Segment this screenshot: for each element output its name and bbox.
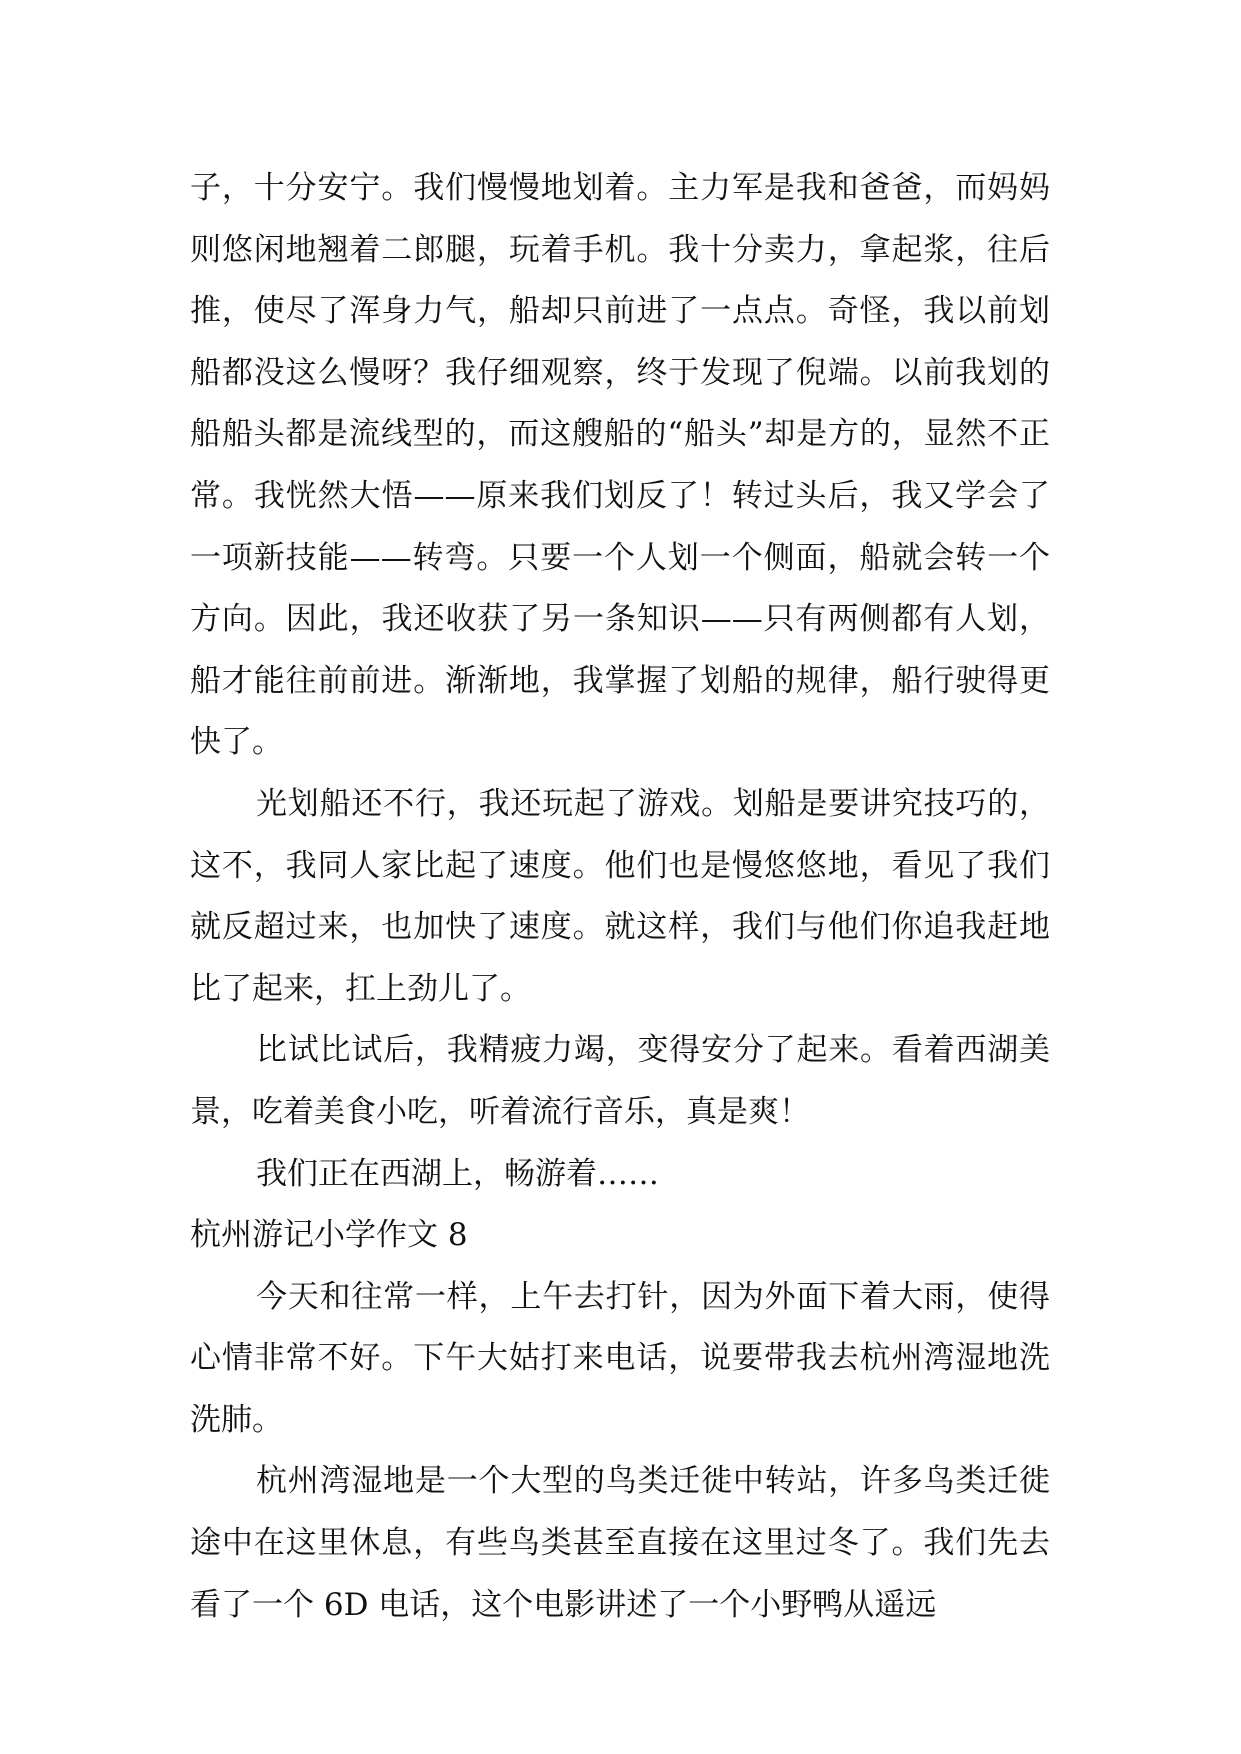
- document-body: [190, 158, 1050, 1636]
- paragraph-continued: 子，十分安宁。我们慢慢地划着。主力军是我和爸爸，而妈妈则悠闲地翘着二郎腿，玩着手机。我十分卖力，拿起浆，往后推，使尽了浑身力气，船却只前进了一点点。奇怪，我以前划船都没这么慢呀？我仔细观察，终于发现了倪端。以前我划的船船头都是流线型的，而这艘船的“船头”却是方的，显然不正常。我恍然大悟——原来我们划反了！转过头后，我又学会了一项新技能——转弯。只要一个人划一个侧面，船就会转一个方向。因此，我还收获了另一条知识——只有两侧都有人划，船才能往前前进。渐渐地，我掌握了划船的规律，船行驶得更快了。: [190, 170, 1050, 761]
- paragraph-closing: 我们正在西湖上，畅游着……: [256, 1155, 659, 1192]
- paragraph-wetland: 杭州湾湿地是一个大型的鸟类迁徙中转站，许多鸟类迁徙途中在这里休息，有些鸟类甚至直接在这里过冬了。我们先去看了一个 6D 电话，这个电影讲述了一个小野鸭从遥远: [190, 1463, 1050, 1623]
- section-heading: 杭州游记小学作文 8: [190, 1217, 468, 1254]
- paragraph-scenery: 比试比试后，我精疲力竭，变得安分了起来。看着西湖美景，吃着美食小吃，听着流行音乐，真是爽！: [190, 1032, 1050, 1130]
- paragraph-rowing-game: 光划船还不行，我还玩起了游戏。划船是要讲究技巧的，这不，我同人家比起了速度。他们也是慢悠悠地，看见了我们就反超过来，也加快了速度。就这样，我们与他们你追我赶地比了起来，扛上劲儿了。: [190, 785, 1050, 1007]
- paragraph-intro: 今天和往常一样，上午去打针，因为外面下着大雨，使得心情非常不好。下午大姑打来电话，说要带我去杭州湾湿地洗洗肺。: [190, 1278, 1050, 1438]
